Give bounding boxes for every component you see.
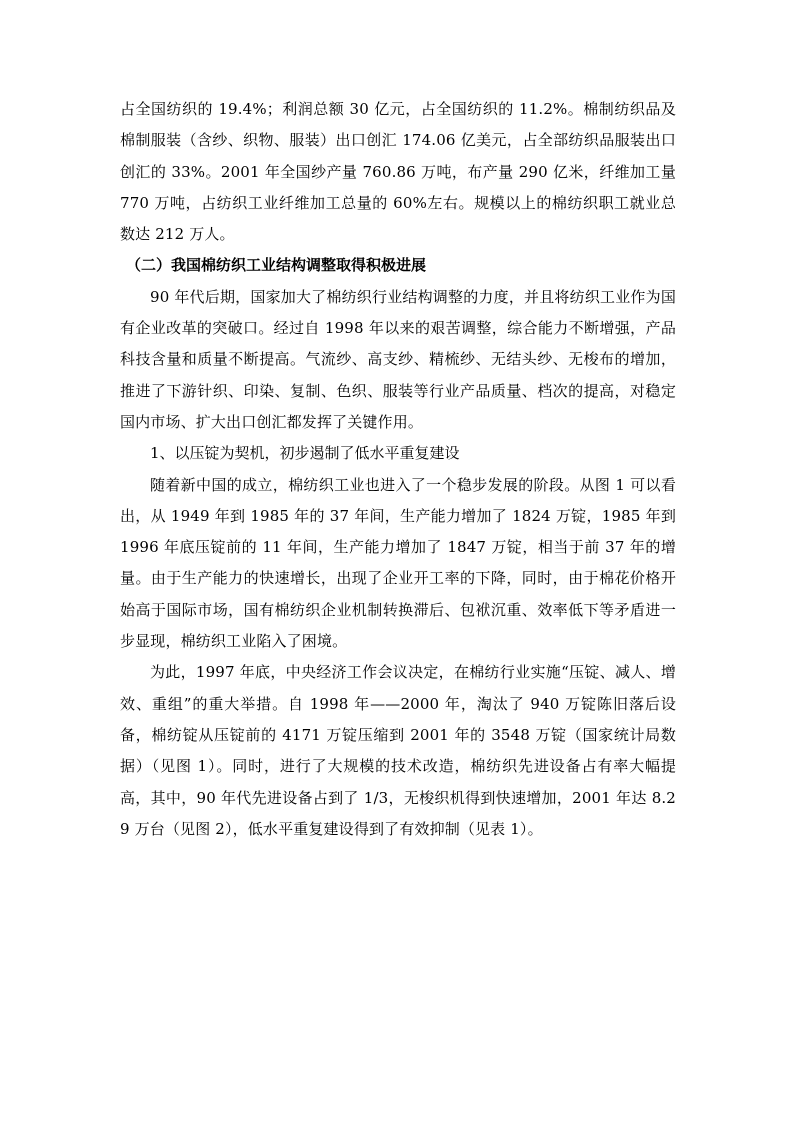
- body-paragraph-1: 占全国纺织的 19.4%；利润总额 30 亿元，占全国纺织的 11.2%。棉制纺织品及棉制服装（含纱、织物、服装）出口创汇 174.06 亿美元，占全部纺织品服装出口创汇的 33%。2001 年全国纱产量 760.86 万吨，布产量 290 亿米，纤维加工量 770 万吨，占纺织工业纤维加工总量的 60%左右。规模以上的棉纺织职工就业总数达 212 万人。: [120, 100, 676, 244]
- body-paragraph-2: 90 年代后期，国家加大了棉纺织行业结构调整的力度，并且将纺织工业作为国有企业改革的突破口。经过自 1998 年以来的艰苦调整，综合能力不断增强，产品科技含量和质量不断提高。气流纱、高支纱、精梳纱、无结头纱、无梭布的增加，推进了下游针织、印染、复制、色织、服装等行业产品质量、档次的提高，对稳定国内市场、扩大出口创汇都发挥了关键作用。: [120, 287, 676, 431]
- document-page: [120, 94, 676, 845]
- section-heading: （二）我国棉纺织工业结构调整取得积极进展: [126, 256, 427, 275]
- body-paragraph-4: 为此，1997 年底，中央经济工作会议决定，在棉纺行业实施“压锭、减人、增效、重组”的重大举措。自 1998 年——2000 年，淘汰了 940 万锭陈旧落后设备，棉纺锭从压锭前的 4171 万锭压缩到 2001 年的 3548 万锭（国家统计局数据）（见图 1）。同时，进行了大规模的技术改造，棉纺织先进设备占有率大幅提高，其中，90 年代先进设备占到了 1/3，无梭织机得到快速增加，2001 年达 8.29 万台（见图 2），低水平重复建设得到了有效抑制（见表 1）。: [120, 663, 676, 838]
- body-paragraph-3: 随着新中国的成立，棉纺织工业也进入了一个稳步发展的阶段。从图 1 可以看出，从 1949 年到 1985 年的 37 年间，生产能力增加了 1824 万锭，1985 年到 1996 年底压锭前的 11 年间，生产能力增加了 1847 万锭，相当于前 37 年的增量。由于生产能力的快速增长，出现了企业开工率的下降，同时，由于棉花价格开始高于国际市场，国有棉纺织企业机制转换滞后、包袱沉重、效率低下等矛盾进一步显现，棉纺织工业陷入了困境。: [120, 475, 676, 651]
- subsection-heading-1: 1、以压锭为契机，初步遏制了低水平重复建设: [150, 444, 460, 463]
